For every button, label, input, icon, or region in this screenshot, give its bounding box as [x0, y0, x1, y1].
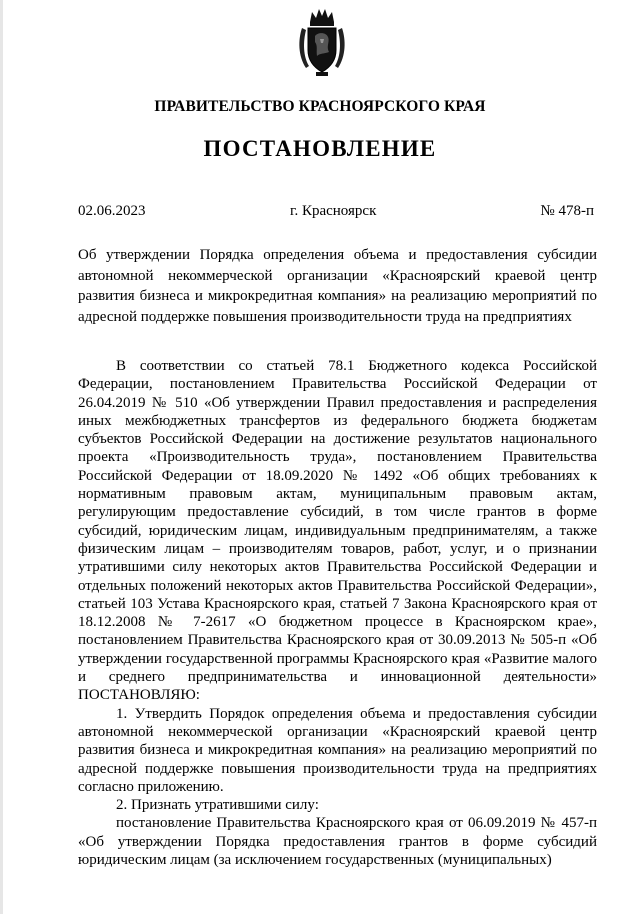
item-2-paragraph: 2. Признать утратившими силу: [116, 797, 319, 814]
document-number: № 478-п [540, 203, 594, 219]
item-1-paragraph: 1. Утвердить Порядок определения объема и предоставления субсидии автономной некоммерческой организации «Красноярский краевой центр развития бизнеса и микрокредитная компания» на реализацию мероприятий по адресной поддержке повышения производительности труда на предприятиях согласно приложению. [78, 705, 597, 795]
document-type-title: ПОСТАНОВЛЕНИЕ [203, 136, 437, 161]
document-subject: Об утверждении Порядка определения объема и предоставления субсидии автономной некоммерческой организации «Красноярский краевой центр развития бизнеса и микрокредитная компания» на реализацию мероприятий по адресной поддержке повышения производительности труда на предприятиях [78, 247, 597, 325]
government-name: ПРАВИТЕЛЬСТВО КРАСНОЯРСКОГО КРАЯ [154, 98, 486, 115]
coat-of-arms-icon [296, 6, 348, 78]
document-body [78, 357, 597, 869]
document-date: 02.06.2023 [78, 203, 146, 219]
preamble-paragraph: В соответствии со статьей 78.1 Бюджетного кодекса Российской Федерации, постановлением Правительства Российской Федерации от 26.04.2019 № 510 «Об утверждении Правил предоставления и распределения иных межбюджетных трансфертов из федерального бюджета бюджетам субъектов Российской Федерации на достижение результатов национального проекта «Производительность труда», постановлением Правительства Российской Федерации от 18.09.2020 № 1492 «Об общих требованиях к нормативным правовым актам, муниципальным правовым актам, регулирующим предоставление субсидий, в том числе грантов в форме субсидий, юридическим лицам, индивидуальным предпринимателям, а также физическим лицам – производителям товаров, работ, услуг, и о признании утратившими силу некоторых актов Правительства Российской Федерации и отдельных положений некоторых актов Правительства Российской Федерации», статьей 103 Устава Красноярского края, статьей 7 Закона Красноярского края от 18.12.2008 № 7-2617 «О бюджетном процессе в Красноярском крае», постановлением Правительства Красноярского края от 30.09.2013 № 505-п «Об утверждении государственной программы Красноярского края «Развитие малого и среднего предпринимательства и инновационной деятельности» ПОСТАНОВЛЯЮ: [78, 358, 597, 704]
item-2-text-paragraph: постановление Правительства Красноярского края от 06.09.2019 № 457-п «Об утверждении Порядка предоставления грантов в форме субсидий юридическим лицам (за исключением государственных (муниципальных) [78, 815, 597, 869]
document-city: г. Красноярск [290, 203, 377, 219]
